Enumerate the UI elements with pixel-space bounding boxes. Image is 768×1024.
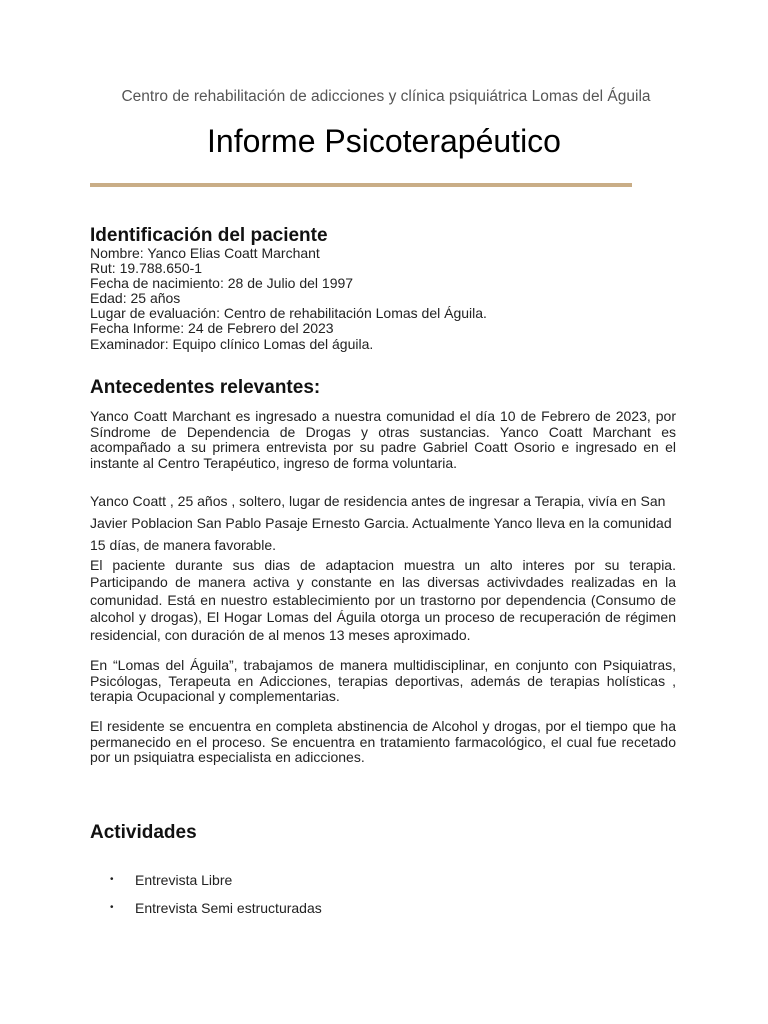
patient-birthdate-line: Fecha de nacimiento: 28 de Julio del 1997 [90, 275, 354, 292]
activities-list [110, 869, 322, 925]
background-heading: Antecedentes relevantes: [90, 377, 321, 398]
list-item [110, 897, 322, 925]
examiner-line: Examinador: Equipo clínico Lomas del águila. [90, 335, 374, 352]
activity-label: Entrevista Libre [135, 872, 233, 888]
report-date-line: Fecha Informe: 24 de Febrero del 2023 [90, 320, 334, 337]
bullet-icon: • [110, 902, 114, 913]
background-paragraph-adaptation: El paciente durante sus dias de adaptacion muestra un alto interes por su terapia. Participando de manera activa y constante en las diversas activivdades realizadas en la comunidad. Está en nuestro establecimiento por un trastorno por dependencia (Consumo de alcohol y drogas), El Hogar Lomas del Águila otorga un proceso de recuperación de régimen residencial, con duración de al menos 13 meses aproximado. [90, 557, 676, 643]
patient-name-line: Nombre: Yanco Elias Coatt Marchant [90, 245, 320, 261]
patient-identification-heading: Identificación del paciente [90, 225, 328, 246]
patient-rut-line: Rut: 19.788.650-1 [90, 260, 203, 277]
evaluation-place-line: Lugar de evaluación: Centro de rehabilitación Lomas del Águila. [90, 305, 487, 322]
list-item [110, 869, 322, 897]
institution-name: Centro de rehabilitación de adicciones y clínica psiquiátrica Lomas del Águila [121, 88, 651, 105]
background-paragraph-multidisciplinary: En “Lomas del Águila”, trabajamos de manera multidisciplinar, en conjunto con Psiquiatras, Psicólogas, Terapeuta en Adicciones, terapias deportivas, además de terapias holísticas , terapia Ocupacional y complementarias. [90, 657, 676, 705]
title-divider [90, 183, 632, 187]
document-title: Informe Psicoterapéutico [207, 123, 561, 159]
background-paragraph-abstinence: El residente se encuentra en completa abstinencia de Alcohol y drogas, por el tiempo que ha permanecido en el proceso. Se encuentra en tratamiento farmacológico, el cual fue recetado por un psiquiatra especialista en adicciones. [90, 718, 676, 766]
patient-identification-list [90, 246, 650, 352]
bullet-icon: • [110, 874, 114, 885]
patient-age-line: Edad: 25 años [90, 290, 181, 307]
background-paragraph-admission: Yanco Coatt Marchant es ingresado a nuestra comunidad el día 10 de Febrero de 2023, por Síndrome de Dependencia de Drogas y otras sustancias. Yanco Coatt Marchant es acompañado a su primera entrevista por su padre Gabriel Coatt Osorio e ingresado en el instante al Centro Terapéutico, ingreso de forma voluntaria. [90, 408, 676, 471]
activities-heading: Actividades [90, 822, 197, 843]
activity-label: Entrevista Semi estructuradas [135, 900, 322, 916]
background-paragraph-residence: Yanco Coatt , 25 años , soltero, lugar de residencia antes de ingresar a Terapia, vivía en San Javier Poblacion San Pablo Pasaje Ernesto Garcia. Actualmente Yanco lleva en la comunidad 15 días, de manera favorable. [90, 493, 672, 553]
